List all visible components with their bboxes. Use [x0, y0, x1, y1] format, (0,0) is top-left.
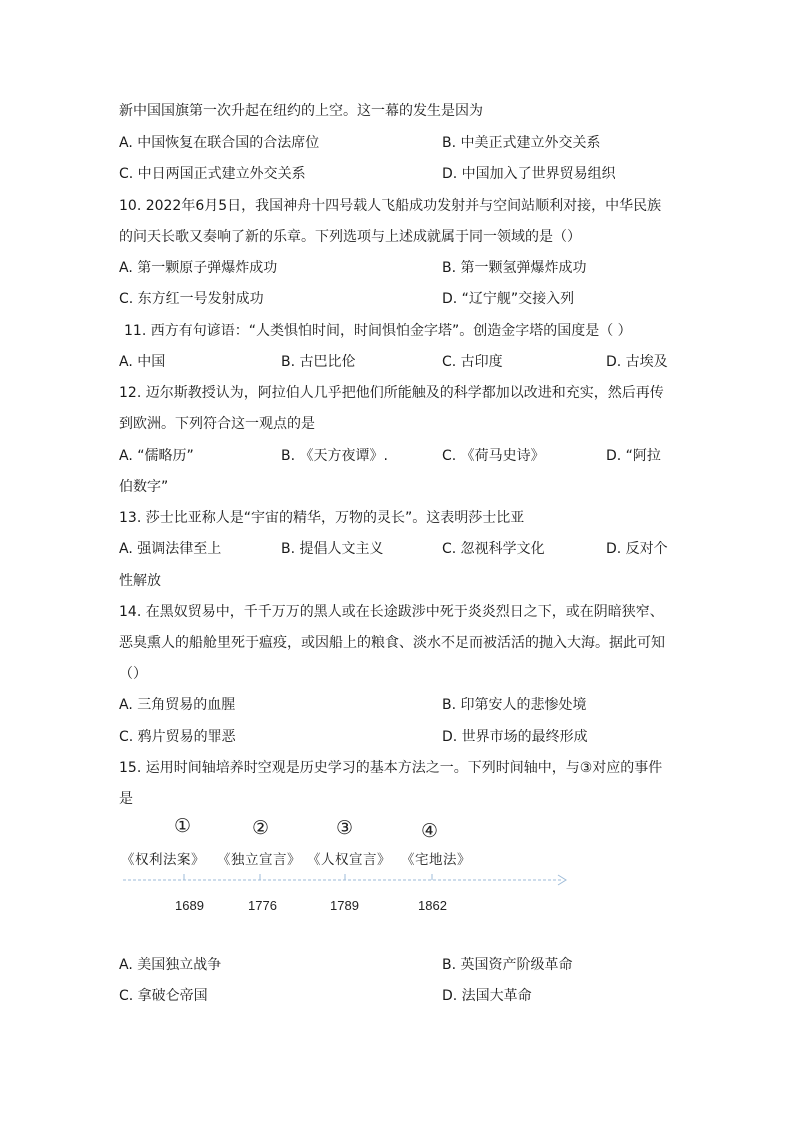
q10-option-a[interactable]: A. 第一颗原子弹爆炸成功	[119, 260, 278, 276]
q9-option-b[interactable]: B. 中美正式建立外交关系	[442, 135, 601, 151]
q15-option-b[interactable]: B. 英国资产阶级革命	[442, 957, 573, 973]
q13-option-d-continued: 性解放	[119, 573, 161, 589]
timeline-year-1: 1689	[175, 898, 204, 913]
timeline-marker-3: ③	[336, 817, 354, 839]
timeline-year-2: 1776	[248, 898, 277, 913]
timeline-label-1: 《权利法案》	[121, 852, 205, 868]
q13-option-d[interactable]: D. 反对个	[606, 541, 668, 557]
q10-option-b[interactable]: B. 第一颗氢弹爆炸成功	[442, 260, 587, 276]
q10-stem-line1: 10. 2022年6月5日，我国神舟十四号载人飞船成功发射并与空间站顺利对接，中华民族	[119, 198, 662, 214]
q13-option-b[interactable]: B. 提倡人文主义	[281, 541, 384, 557]
q13-option-a[interactable]: A. 强调法律至上	[119, 541, 222, 557]
q12-stem-line2: 到欧洲。下列符合这一观点的是	[119, 416, 315, 432]
q14-option-a[interactable]: A. 三角贸易的血腥	[119, 697, 236, 713]
timeline-marker-4: ④	[421, 820, 439, 842]
q11-stem: 11. 西方有句谚语：“人类惧怕时间，时间惧怕金字塔”。创造金字塔的国度是（ ）	[124, 323, 632, 339]
timeline-marker-1: ①	[174, 815, 192, 837]
q15-option-c[interactable]: C. 拿破仑帝国	[119, 988, 208, 1004]
q10-option-c[interactable]: C. 东方红一号发射成功	[119, 291, 264, 307]
q11-option-c[interactable]: C. 古印度	[442, 354, 503, 370]
q14-stem-line2: 恶臭熏人的船舱里死于瘟疫，或因船上的粮食、淡水不足而被活活的抛入大海。据此可知	[119, 635, 665, 651]
q11-option-a[interactable]: A. 中国	[119, 354, 166, 370]
q9-stem-tail: 新中国国旗第一次升起在纽约的上空。这一幕的发生是因为	[119, 103, 483, 119]
timeline-label-4: 《宅地法》	[401, 852, 471, 868]
q12-option-c[interactable]: C. 《荷马史诗》	[442, 448, 545, 464]
timeline-marker-2: ②	[252, 817, 270, 839]
q13-stem: 13. 莎士比亚称人是“宇宙的精华，万物的灵长”。这表明莎士比亚	[119, 510, 525, 526]
q12-option-d[interactable]: D. “阿拉	[606, 448, 661, 464]
timeline-year-3: 1789	[330, 898, 359, 913]
q12-option-d-continued: 伯数字”	[119, 479, 169, 495]
q10-stem-line2: 的问天长歌又奏响了新的乐章。下列选项与上述成就属于同一领域的是（）	[119, 229, 581, 245]
timeline-arrowhead	[558, 875, 566, 885]
q13-option-c[interactable]: C. 忽视科学文化	[442, 541, 545, 557]
q9-option-c[interactable]: C. 中日两国正式建立外交关系	[119, 166, 306, 182]
q9-option-d[interactable]: D. 中国加入了世界贸易组织	[442, 166, 616, 182]
q12-option-b[interactable]: B. 《天方夜谭》.	[281, 448, 388, 464]
q9-option-a[interactable]: A. 中国恢复在联合国的合法席位	[119, 135, 320, 151]
q12-option-a[interactable]: A. “儒略历”	[119, 448, 194, 464]
timeline-label-2: 《独立宣言》	[217, 852, 301, 868]
q10-option-d[interactable]: D. “辽宁舰”交接入列	[442, 291, 575, 307]
q15-stem-line2: 是	[119, 791, 133, 807]
timeline-label-3: 《人权宣言》	[307, 852, 391, 868]
q14-option-b[interactable]: B. 印第安人的悲惨处境	[442, 697, 587, 713]
q11-option-b[interactable]: B. 古巴比伦	[281, 354, 356, 370]
q14-option-d[interactable]: D. 世界市场的最终形成	[442, 729, 588, 745]
q15-option-d[interactable]: D. 法国大革命	[442, 988, 532, 1004]
q15-stem-line1: 15. 运用时间轴培养时空观是历史学习的基本方法之一。下列时间轴中，与③对应的事件	[119, 760, 663, 776]
q11-option-d[interactable]: D. 古埃及	[606, 354, 668, 370]
q14-stem-line1: 14. 在黑奴贸易中，千千万万的黑人或在长途跋涉中死于炎炎烈日之下，或在阴暗狭窄、	[119, 604, 664, 620]
q14-option-c[interactable]: C. 鸦片贸易的罪恶	[119, 729, 236, 745]
q15-option-a[interactable]: A. 美国独立战争	[119, 957, 222, 973]
q14-stem-line3: （）	[119, 666, 147, 682]
q12-stem-line1: 12. 迈尔斯教授认为，阿拉伯人几乎把他们所能触及的科学都加以改进和充实，然后再传	[119, 385, 664, 401]
timeline-year-4: 1862	[418, 898, 447, 913]
